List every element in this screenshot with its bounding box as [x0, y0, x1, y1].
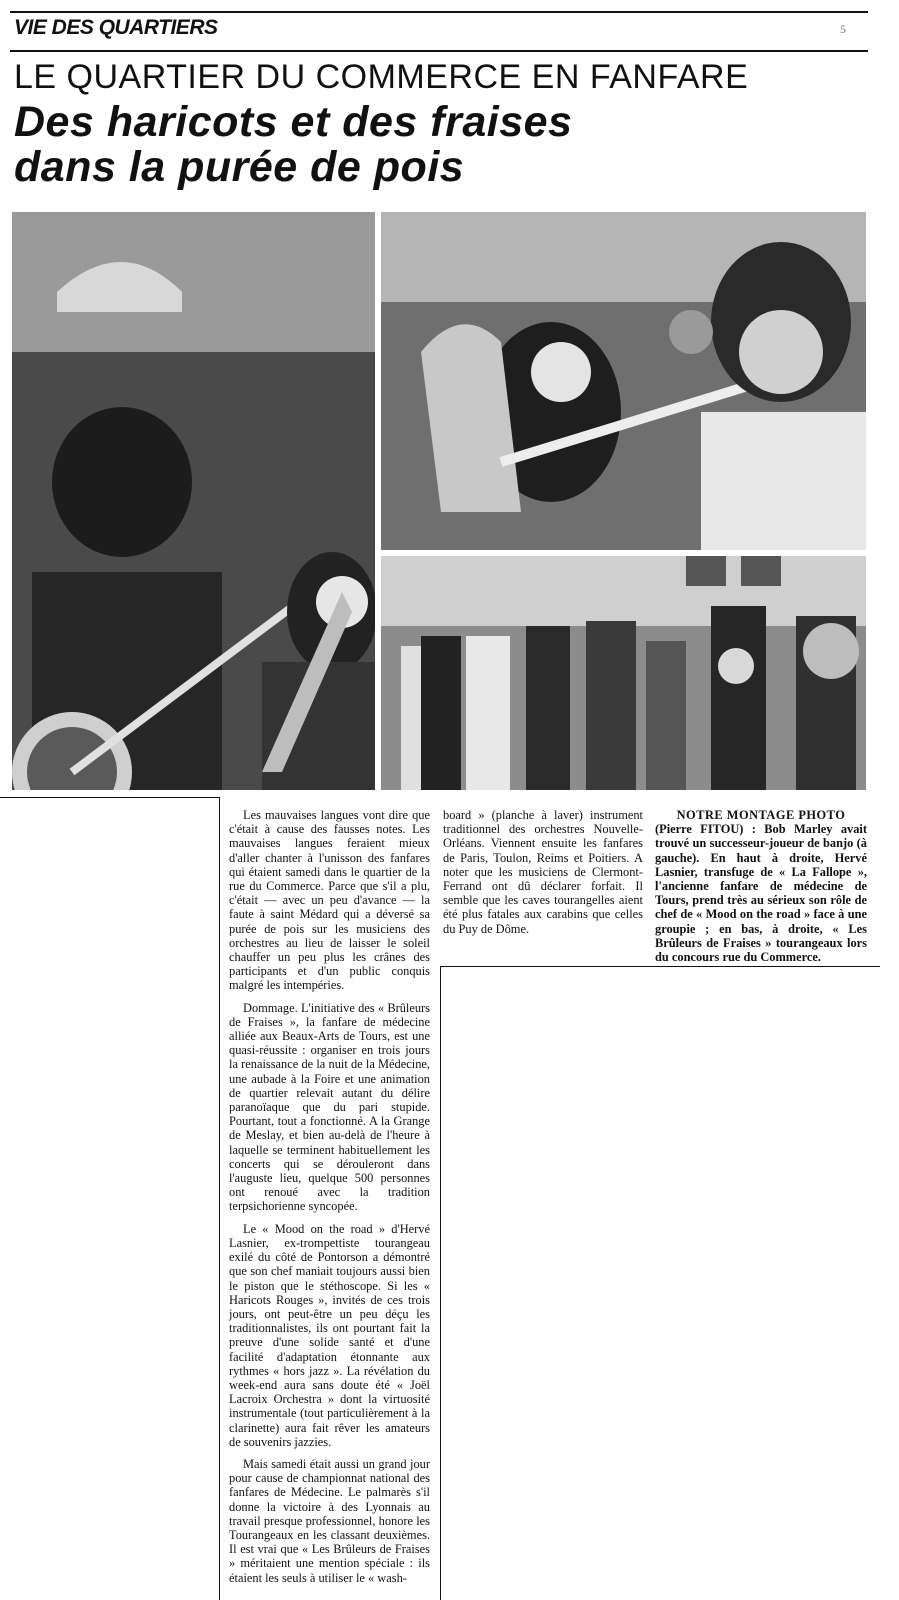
- article-paragraph-5: board » (planche à laver) instrument traditionnel des orchestres Nouvelle-Orléans. Viennent ensuite les fanfares de Paris, Toulon, Reims et Poitiers. A noter que les musiciens de Clermont-Ferrand ont dû déclarer forfait. Il semble que les caves tourangelles aient été plus fatales aux carabins que celles du Puy de Dôme.: [443, 808, 643, 936]
- article-paragraph-2: Dommage. L'initiative des « Brûleurs de Fraises », la fanfare de médecine alliée aux Beaux-Arts de Tours, est une quasi-réussite : organiser en trois jours la renaissance de la nuit de la Médecine, une aubade à la Foire et une animation de quartier relevait autant du délire paranoïaque que du pari stupide. Pourtant, tout a fonctionné. A la Grange de Meslay, et bien au-delà de l'heure à laquelle se terminent habituellement les concerts qui se dérouleront dans l'auguste lieu, quelque 500 personnes ont renoué avec la tradition terpsichorienne syncopée.: [229, 1000, 430, 1214]
- caption-title: NOTRE MONTAGE PHOTO: [676, 808, 846, 822]
- photo-banjo-groupie: [12, 212, 375, 790]
- caption-frame-left: [440, 966, 441, 1600]
- article-paragraph-4: Mais samedi était aussi un grand jour pour cause de championnat national des fanfares de Médecine. Le palmarès s'il donne la victoire à des Lyonnais au travail presque professionnel, honore les Tourangeaux en les classant deuxièmes. Il est vrai que « Les Brûleurs de Fraises » méritaient une mention spéciale : ils étaient les seuls à utiliser le « wash-: [229, 1456, 430, 1585]
- top-rule: [10, 11, 868, 13]
- article-frame-top: [0, 797, 220, 798]
- section-label: VIE DES QUARTIERS: [14, 16, 218, 39]
- article-column-1: [229, 808, 430, 1593]
- page-marker: 5: [840, 22, 846, 36]
- headline-line-1: Des haricots et des fraises: [14, 98, 573, 146]
- article-column-2: [443, 808, 643, 944]
- section-rule: [10, 50, 868, 52]
- article-paragraph-1: Les mauvaises langues vont dire que c'était à cause des fausses notes. Les mauvaises langues feraient mieux d'aller chanter à l'unisson des fanfares qui étaient samedi dans le quartier de la rue du Commerce. Parce que s'il a plu, c'était — avec un peu d'avance — la faute à saint Médard qui a déversé sa purée de pois sur les musiciens des orchestres au lieu de laisser le soleil chauffer un peu plus les crânes des participants et d'un public conquis malgré les intempéries.: [229, 808, 430, 993]
- main-headline: [14, 100, 572, 190]
- photo-brass-band-street: [381, 556, 866, 790]
- caption-frame-bottom: [440, 966, 880, 967]
- article-paragraph-3: Le « Mood on the road » d'Hervé Lasnier, ex-trompettiste tourangeau exilé du côté de Pontorson a démontré que son chef maniait toujours aussi bien le piston que le stéthoscope. Si les « Haricots Rouges », invités de ces trois jours, ont peut-être un peu déçu les traditionnalistes, ils ont pourtant fait la preuve d'une solide santé et d'une facilité d'adaptation étonnante aux rythmes « hors jazz ». La révélation du week-end aura sans doute été « Joël Lacroix Orchestra » dont la virtuosité instrumentale (tout particulièrement à la clarinette) aura fait rêver les amateurs de souvenirs jazzies.: [229, 1221, 430, 1449]
- photo-caption: [655, 808, 867, 964]
- caption-text: (Pierre FITOU) : Bob Marley avait trouvé un successeur-joueur de banjo (à gauche). En haut à droite, Hervé Lasnier, transfuge de « La Fallope », l'ancienne fanfare de médecine de Tours, prend très au sérieux son rôle de chef de « Mood on the road » face à une groupie ; en bas, à droite, « Les Brûleurs de Fraises » tourangeaux lors du concours rue du Commerce.: [655, 822, 867, 965]
- photo-trumpet-player: [381, 212, 866, 550]
- headline-line-2: dans la purée de pois: [14, 143, 465, 191]
- kicker-headline: LE QUARTIER DU COMMERCE EN FANFARE: [14, 58, 749, 96]
- article-frame-right: [219, 797, 220, 1600]
